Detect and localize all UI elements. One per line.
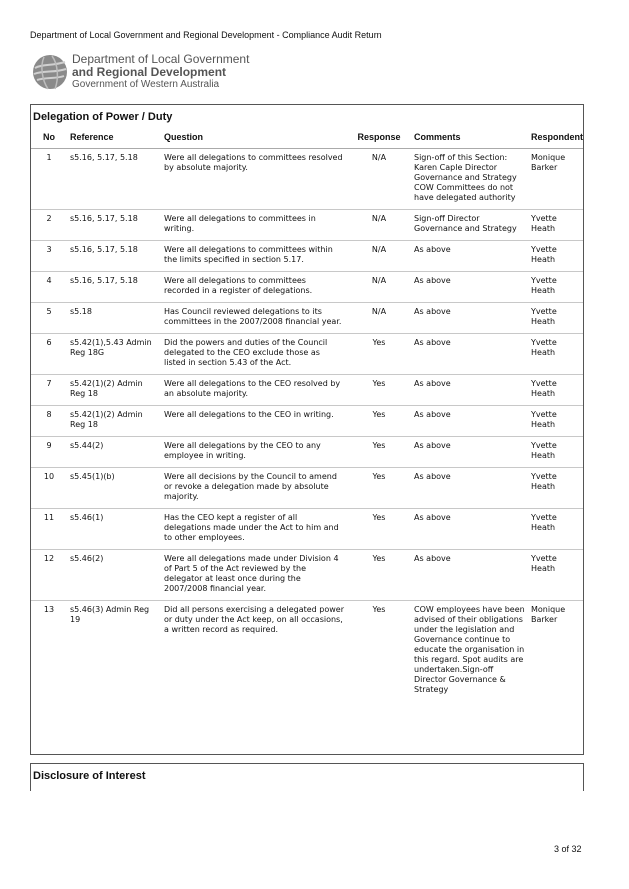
cell-respondent: Yvette Heath	[528, 334, 583, 375]
cell-reference: s5.16, 5.17, 5.18	[67, 272, 161, 303]
table-row	[31, 241, 583, 272]
department-logo	[30, 52, 260, 94]
cell-reference: s5.16, 5.17, 5.18	[67, 210, 161, 241]
logo-line3: Government of Western Australia	[72, 79, 220, 90]
table-row	[31, 303, 583, 334]
cell-reference: s5.46(3) Admin Reg 19	[70, 605, 150, 624]
cell-response: Yes	[347, 406, 411, 437]
col-header-question: Question	[161, 129, 347, 149]
cell-question: Has Council reviewed delegations to its committees in the 2007/2008 financial year.	[161, 303, 347, 334]
cell-response: Yes	[347, 550, 411, 601]
cell-question: Were all delegations by the CEO to any employee in writing.	[161, 437, 347, 468]
cell-respondent: Yvette Heath	[528, 210, 583, 241]
cell-respondent: Yvette Heath	[528, 468, 583, 509]
cell-response: Yes	[372, 605, 386, 614]
cell-no: 12	[31, 550, 67, 601]
cell-question: Were all delegations made under Division 4 of Part 5 of the Act reviewed by the delegator at least once during the 2007/2008 financial year.	[161, 550, 347, 601]
cell-no: 2	[31, 210, 67, 241]
cell-response: N/A	[347, 210, 411, 241]
cell-response: N/A	[347, 149, 411, 210]
cell-question: Did all persons exercising a delegated power or duty under the Act keep, on all occasions, a written record as required.	[164, 605, 345, 634]
cell-response: Yes	[347, 437, 411, 468]
table-row	[31, 468, 583, 509]
cell-reference: s5.44(2)	[67, 437, 161, 468]
cell-comments: As above	[411, 303, 528, 334]
cell-no: 11	[31, 509, 67, 550]
cell-question: Were all delegations to the CEO in writing.	[161, 406, 347, 437]
cell-question: Did the powers and duties of the Council delegated to the CEO exclude those as listed in section 5.43 of the Act.	[161, 334, 347, 375]
table-row	[31, 509, 583, 550]
cell-response: N/A	[347, 272, 411, 303]
cell-no: 10	[31, 468, 67, 509]
cell-question: Has the CEO kept a register of all delegations made under the Act to him and to other employees.	[161, 509, 347, 550]
cell-comments: As above	[411, 375, 528, 406]
cell-comments: As above	[411, 550, 528, 601]
cell-question: Were all delegations to the CEO resolved by an absolute majority.	[161, 375, 347, 406]
col-header-reference: Reference	[67, 129, 161, 149]
cell-comments: Sign-off Director Governance and Strategy	[411, 210, 528, 241]
cell-comments: Sign-off of this Section: Karen Caple Director Governance and Strategy COW Committees do not have delegated authority	[411, 149, 528, 210]
cell-comments: As above	[411, 334, 528, 375]
cell-question: Were all delegations to committees recorded in a register of delegations.	[161, 272, 347, 303]
cell-respondent: Yvette Heath	[528, 406, 583, 437]
cell-question: Were all decisions by the Council to amend or revoke a delegation made by absolute majority.	[161, 468, 347, 509]
cell-no: 5	[31, 303, 67, 334]
cell-comments: As above	[411, 468, 528, 509]
globe-icon	[30, 52, 70, 92]
cell-reference: s5.18	[67, 303, 161, 334]
table-row	[31, 550, 583, 601]
disclosure-section	[30, 763, 584, 791]
table-row	[31, 437, 583, 468]
cell-response: Yes	[347, 334, 411, 375]
cell-comments: COW employees have been advised of their obligations under the legislation and Governance continue to educate the organisation in this regard. Spot audits are undertaken.Sign-off Director Governance & Strategy	[414, 605, 525, 694]
cell-comments: As above	[411, 509, 528, 550]
document-header: Department of Local Government and Regional Development - Compliance Audit Return	[30, 30, 382, 40]
section-title: Delegation of Power / Duty	[33, 111, 173, 123]
cell-no: 1	[31, 149, 67, 210]
section-title: Disclosure of Interest	[33, 770, 146, 782]
cell-response: Yes	[347, 375, 411, 406]
cell-no: 9	[31, 437, 67, 468]
cell-no: 4	[31, 272, 67, 303]
cell-comments: As above	[411, 272, 528, 303]
cell-question: Were all delegations to committees within the limits specified in section 5.17.	[161, 241, 347, 272]
cell-reference: s5.42(1)(2) Admin Reg 18	[67, 406, 161, 437]
cell-respondent: Yvette Heath	[528, 550, 583, 601]
page-number: 3 of 32	[554, 844, 582, 854]
cell-comments: As above	[411, 406, 528, 437]
table-row	[31, 272, 583, 303]
cell-respondent: Yvette Heath	[528, 272, 583, 303]
cell-reference: s5.46(2)	[67, 550, 161, 601]
cell-reference: s5.45(1)(b)	[67, 468, 161, 509]
cell-response: Yes	[347, 509, 411, 550]
col-header-no: No	[31, 129, 67, 149]
cell-response: N/A	[347, 303, 411, 334]
cell-question: Were all delegations to committees in writing.	[161, 210, 347, 241]
cell-respondent: Monique Barker	[528, 149, 583, 210]
table-row	[31, 601, 583, 702]
cell-response: Yes	[347, 468, 411, 509]
cell-comments: As above	[411, 241, 528, 272]
col-header-response: Response	[347, 129, 411, 149]
logo-line1: Department of Local Government	[72, 52, 250, 66]
cell-respondent: Yvette Heath	[528, 303, 583, 334]
cell-question: Were all delegations to committees resolved by absolute majority.	[161, 149, 347, 210]
col-header-respondent: Respondent	[528, 129, 583, 149]
table-row	[31, 210, 583, 241]
cell-reference: s5.42(1),5.43 Admin Reg 18G	[67, 334, 161, 375]
col-header-comments: Comments	[411, 129, 528, 149]
audit-table	[31, 129, 583, 701]
cell-respondent: Yvette Heath	[528, 509, 583, 550]
cell-comments: As above	[411, 437, 528, 468]
table-row	[31, 149, 583, 210]
cell-respondent: Yvette Heath	[528, 437, 583, 468]
table-row	[31, 375, 583, 406]
cell-response: N/A	[347, 241, 411, 272]
cell-reference: s5.16, 5.17, 5.18	[67, 241, 161, 272]
cell-no: 7	[31, 375, 67, 406]
cell-reference: s5.16, 5.17, 5.18	[67, 149, 161, 210]
cell-respondent: Yvette Heath	[528, 375, 583, 406]
table-row	[31, 406, 583, 437]
cell-no: 13	[43, 605, 55, 614]
cell-no: 3	[31, 241, 67, 272]
cell-no: 8	[31, 406, 67, 437]
cell-respondent: Monique Barker	[531, 605, 566, 624]
cell-no: 6	[31, 334, 67, 375]
logo-line2: and Regional Development	[72, 65, 227, 79]
table-header-row	[31, 129, 583, 149]
cell-reference: s5.46(1)	[67, 509, 161, 550]
cell-reference: s5.42(1)(2) Admin Reg 18	[67, 375, 161, 406]
table-row	[31, 334, 583, 375]
delegation-section	[30, 104, 584, 755]
cell-respondent: Yvette Heath	[528, 241, 583, 272]
